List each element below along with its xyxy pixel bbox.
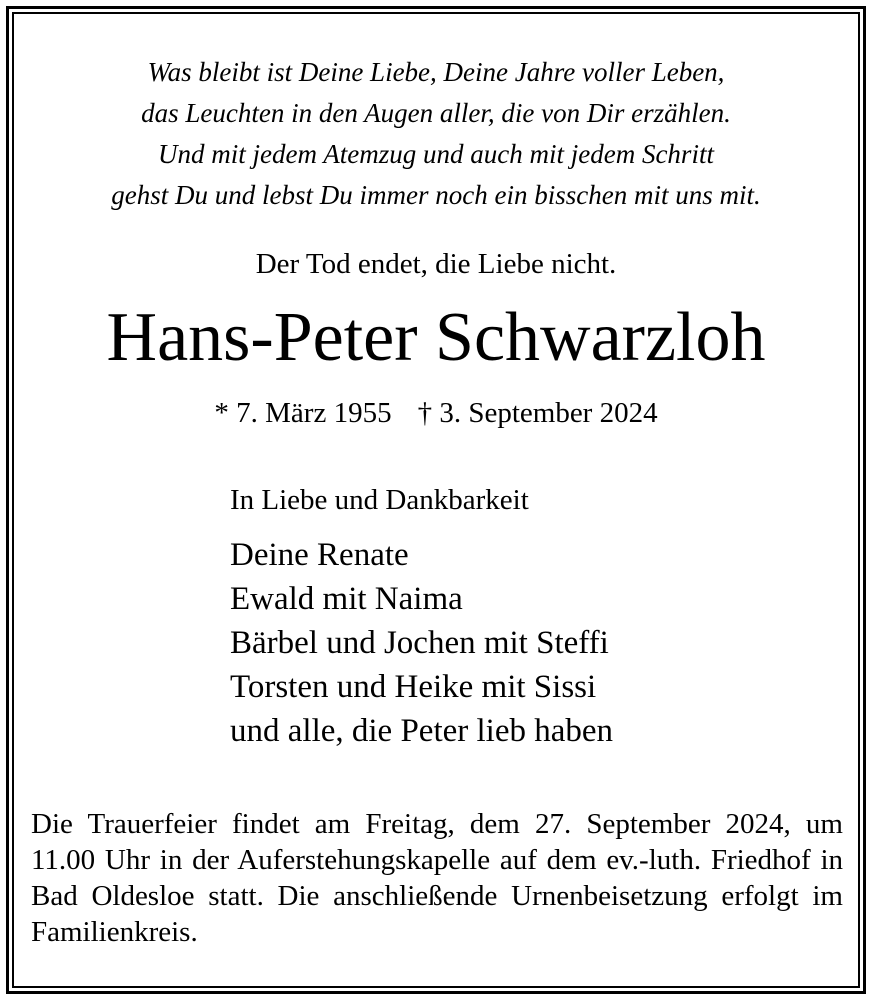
birth-date: * 7. März 1955 xyxy=(214,397,392,429)
mourner: und alle, die Peter lieb haben xyxy=(230,713,614,749)
poem-line: das Leuchten in den Augen aller, die von Dir erzählen. xyxy=(141,98,731,128)
poem-line: gehst Du und lebst Du immer noch ein bisschen mit uns mit. xyxy=(111,180,761,210)
death-date: † 3. September 2024 xyxy=(417,397,658,429)
life-dates xyxy=(0,393,872,433)
mourner: Bärbel und Jochen mit Steffi xyxy=(230,625,609,661)
mourner: Deine Renate xyxy=(230,537,409,573)
poem-line: Und mit jedem Atemzug und auch mit jedem Schritt xyxy=(158,139,714,169)
motto: Der Tod endet, die Liebe nicht. xyxy=(255,248,617,280)
poem xyxy=(0,52,872,216)
deceased-name: Hans-Peter Schwarzloh xyxy=(106,299,766,376)
thanks-line: In Liebe und Dankbarkeit xyxy=(230,484,529,516)
mourner: Torsten und Heike mit Sissi xyxy=(230,669,597,705)
funeral-notice: Die Trauerfeier findet am Freitag, dem 27. September 2024, um 11.00 Uhr in der Auferstehungskapelle auf dem ev.-luth. Friedhof in Bad Oldesloe statt. Die anschließende Urnenbeisetzung erfolgt im Familienkreis. xyxy=(31,808,843,948)
mourner: Ewald mit Naima xyxy=(230,581,463,617)
mourners-list xyxy=(230,533,613,753)
poem-line: Was bleibt ist Deine Liebe, Deine Jahre voller Leben, xyxy=(147,57,725,87)
